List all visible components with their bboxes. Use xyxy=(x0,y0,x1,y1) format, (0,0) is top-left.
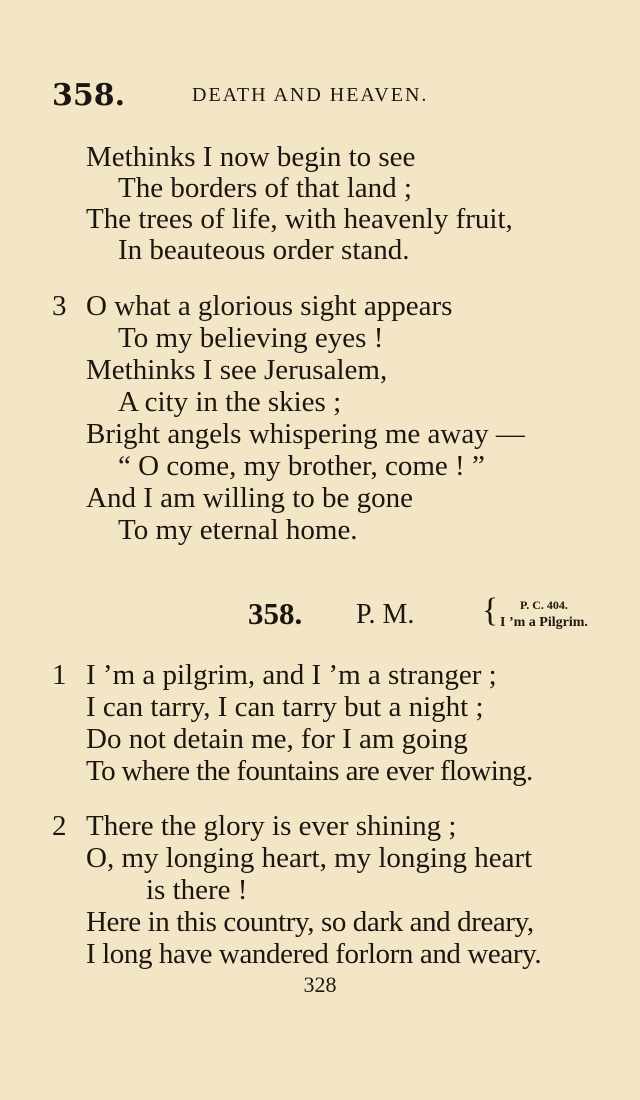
stanza-2-line-1: There the glory is ever shining ; xyxy=(86,810,457,842)
stanza-1-line-2: I can tarry, I can tarry but a night ; xyxy=(86,691,484,723)
stanza-3-line-8: To my eternal home. xyxy=(118,514,358,546)
stanza-3-line-2: To my believing eyes ! xyxy=(118,322,384,354)
stanza-2-number: 2 xyxy=(52,810,67,842)
stanza-a-line-1: Methinks I now begin to see xyxy=(86,141,416,173)
tune-reference: P. C. 404. xyxy=(520,598,568,612)
stanza-1-line-1: I ’m a pilgrim, and I ’m a stranger ; xyxy=(86,659,497,691)
header-hymn-number: 358. xyxy=(52,78,126,113)
stanza-a-line-4: In beauteous order stand. xyxy=(118,234,410,266)
stanza-2-line-5: I long have wandered forlorn and weary. xyxy=(86,938,542,970)
page-number: 328 xyxy=(303,972,337,997)
running-head xyxy=(52,78,500,114)
stanza-3-line-5: Bright angels whispering me away — xyxy=(86,418,525,450)
stanza-1-number: 1 xyxy=(52,659,67,691)
stanza-2-line-3: is there ! xyxy=(146,874,248,906)
stanza-1-line-3: Do not detain me, for I am going xyxy=(86,723,468,755)
stanza-3-line-7: And I am willing to be gone xyxy=(86,482,414,514)
hymn-heading xyxy=(248,592,638,646)
hymn-meter: P. M. xyxy=(356,599,415,630)
stanza-a-line-3: The trees of life, with heavenly fruit, xyxy=(86,203,513,235)
tune-title: I ’m a Pilgrim. xyxy=(500,615,588,630)
stanza-3-line-1: O what a glorious sight appears xyxy=(86,290,453,322)
stanza-a-line-2: The borders of that land ; xyxy=(118,172,412,204)
stanza-2-line-2: O, my longing heart, my longing heart xyxy=(86,842,533,874)
stanza-3-line-4: A city in the skies ; xyxy=(118,386,342,418)
section-title: DEATH AND HEAVEN. xyxy=(192,84,429,106)
stanza-3-line-6: “ O come, my brother, come ! ” xyxy=(118,450,485,482)
stanza-3-number: 3 xyxy=(52,290,67,322)
stanza-3-line-3: Methinks I see Jerusalem, xyxy=(86,354,388,386)
hymn-number: 358. xyxy=(248,596,303,631)
stanza-2-line-4: Here in this country, so dark and dreary, xyxy=(86,906,534,938)
brace-glyph: { xyxy=(482,592,499,629)
stanza-1-line-4: To where the fountains are ever flowing. xyxy=(86,755,533,787)
